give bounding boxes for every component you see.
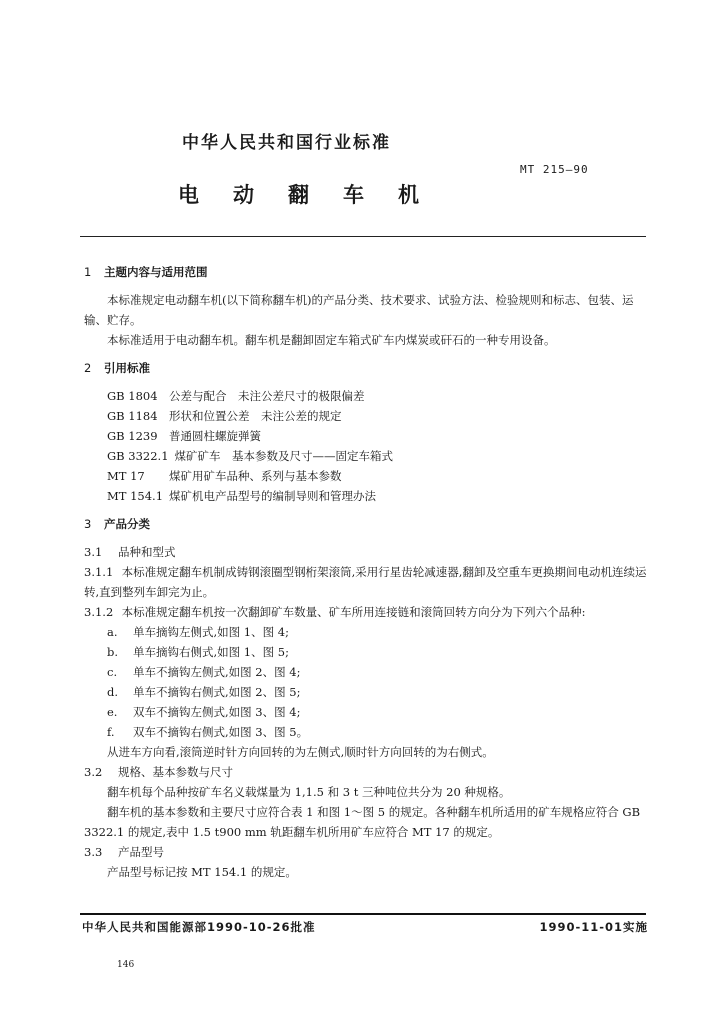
reference-code: GB 3322.1 [107,449,169,463]
reference-item [84,386,654,406]
clause-number: 3.1.1 [84,565,114,579]
subsection-3-3-heading [84,842,654,862]
reference-item [84,446,654,466]
subsection-number: 3.1 [84,545,103,559]
section-number: 2 [84,361,92,375]
reference-code: GB 1184 [107,409,158,423]
variety-item [84,722,654,742]
clause-number: 3.1.2 [84,605,114,619]
item-text: 单车不摘钩左侧式,如图 2、图 4; [133,665,301,679]
item-label: b. [107,645,119,659]
subsection-number: 3.3 [84,845,103,859]
subsection-3-2-paragraph-1: 翻车机每个品种按矿车名义载煤量为 1,1.5 和 3 t 三种吨位共分为 20 种规格。 [107,785,511,799]
subsection-title: 产品型号 [118,845,164,859]
item-label: e. [107,705,118,719]
reference-title: 煤矿用矿车品种、系列与基本参数 [169,469,342,483]
standard-organization: 中华人民共和国行业标准 [182,133,391,153]
clause-text: 本标准规定翻车机制成铸钢滚圈型钢桁架滚筒,采用行星齿轮减速器,翻卸及空重车更换期间电动机连续运转,直到整列车卸完为止。 [84,565,647,599]
section-heading-3 [84,514,654,534]
subsection-3-1-heading [84,542,654,562]
subsection-title: 品种和型式 [118,545,176,559]
item-text: 单车摘钩左侧式,如图 1、图 4; [133,625,289,639]
item-text: 单车摘钩右侧式,如图 1、图 5; [133,645,289,659]
header-divider [80,236,646,237]
reference-code: GB 1804 [107,389,158,403]
reference-title: 公差与配合 未注公差尺寸的极限偏差 [169,389,365,403]
variety-item [84,662,654,682]
item-label: a. [107,625,118,639]
section-number: 1 [84,265,92,279]
section-title: 主题内容与适用范围 [104,265,208,279]
reference-title: 形状和位置公差 未注公差的规定 [169,409,342,423]
variety-item [84,642,654,662]
clause-3-1-1 [84,562,654,602]
item-text: 双车不摘钩左侧式,如图 3、图 4; [133,705,301,719]
section-heading-1 [84,262,654,282]
item-label: f. [107,725,115,739]
section-1-paragraph-2: 本标准适用于电动翻车机。翻车机是翻卸固定车箱式矿车内煤炭或矸石的一种专用设备。 [107,333,556,347]
item-text: 双车不摘钩右侧式,如图 3、图 5。 [133,725,309,739]
reference-item [84,426,654,446]
reference-title: 普通圆柱螺旋弹簧 [169,429,261,443]
standard-code: MT 215—90 [520,163,589,176]
reference-title: 煤矿机电产品型号的编制导则和管理办法 [169,489,377,503]
section-heading-2 [84,358,654,378]
item-text: 单车不摘钩右侧式,如图 2、图 5; [133,685,301,699]
direction-note: 从进车方向看,滚筒逆时针方向回转的为左侧式,顺时针方向回转的为右侧式。 [107,745,494,759]
reference-item [84,406,654,426]
variety-item [84,682,654,702]
clause-text: 本标准规定翻车机按一次翻卸矿车数量、矿车所用连接链和滚筒回转方向分为下列六个品种: [121,605,586,619]
footer-divider [80,913,646,915]
clause-3-1-2 [84,602,654,622]
section-title: 产品分类 [104,517,150,531]
page-number: 146 [117,960,135,970]
subsection-number: 3.2 [84,765,103,779]
subsection-3-3-paragraph-1: 产品型号标记按 MT 154.1 的规定。 [107,865,297,879]
section-1-paragraph-1: 本标准规定电动翻车机(以下简称翻车机)的产品分类、技术要求、试验方法、检验规则和标志、包装、运输、贮存。 [84,293,634,327]
subsection-title: 规格、基本参数与尺寸 [118,765,233,779]
document-body [84,262,654,882]
reference-code: MT 154.1 [107,489,164,503]
reference-title: 煤矿矿车 基本参数及尺寸——固定车箱式 [174,449,394,463]
section-title: 引用标准 [104,361,150,375]
document-title: 电动翻车机 [178,183,453,207]
item-label: c. [107,665,118,679]
reference-code: MT 17 [107,469,145,483]
section-number: 3 [84,517,92,531]
implementation-date: 1990-11-01实施 [539,920,648,934]
reference-item [84,466,654,486]
variety-item [84,702,654,722]
subsection-3-2-paragraph-2: 翻车机的基本参数和主要尺寸应符合表 1 和图 1～图 5 的规定。各种翻车机所适用的矿车规格应符合 GB 3322.1 的规定,表中 1.5 t900 mm 轨距翻车机所用矿车应符合 MT 17 的规定。 [84,805,641,839]
approval-statement: 中华人民共和国能源部1990-10-26批准 [82,920,316,934]
item-label: d. [107,685,119,699]
reference-item [84,486,654,506]
variety-item [84,622,654,642]
reference-code: GB 1239 [107,429,158,443]
subsection-3-2-heading [84,762,654,782]
